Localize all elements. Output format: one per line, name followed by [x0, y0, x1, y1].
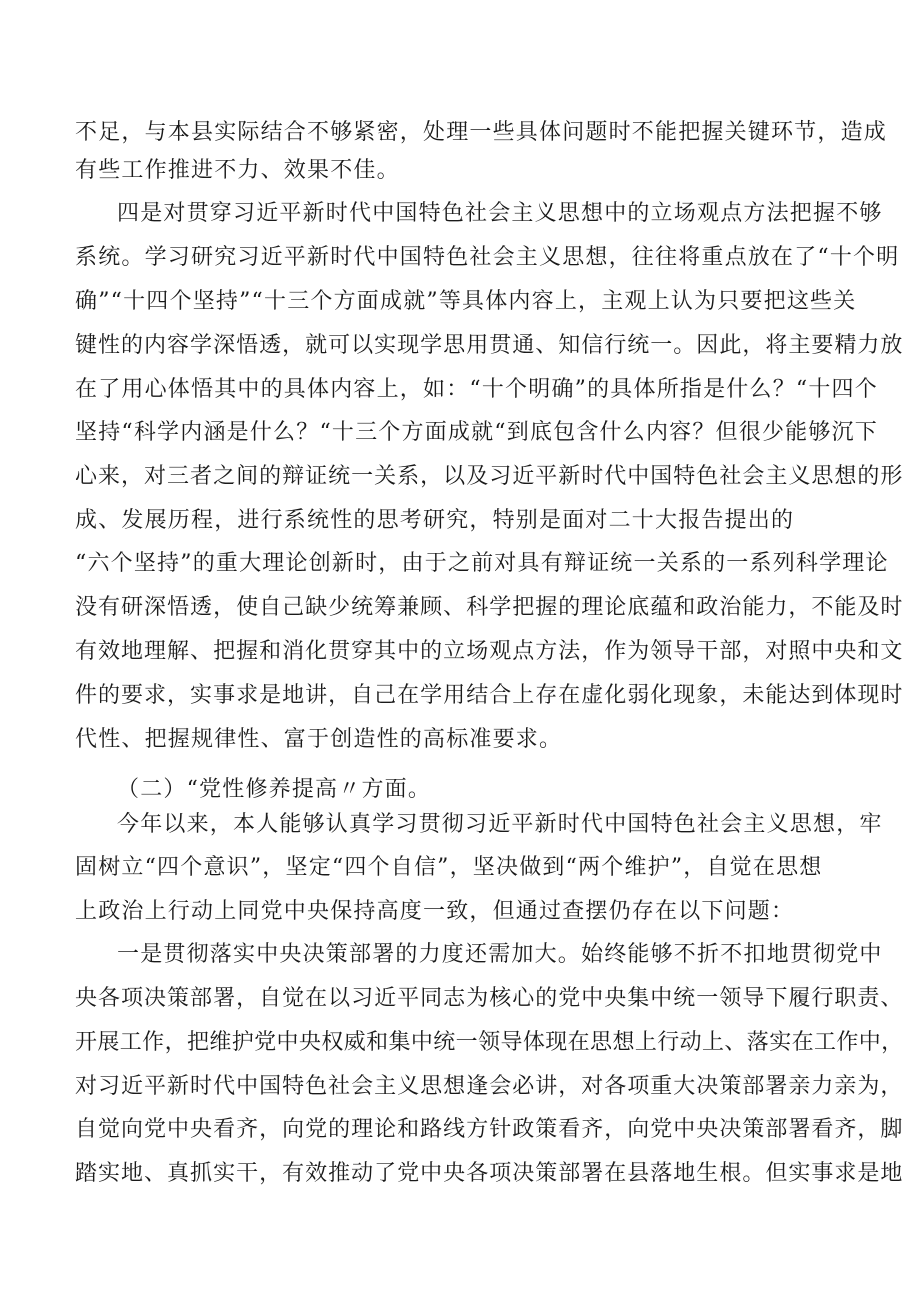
- text-line: 开展工作，把维护党中央权威和集中统一领导体现在思想上行动上、落实在工作中，: [75, 1030, 904, 1055]
- text-line: 一是贯彻落实中央决策部署的力度还需加大。始终能够不折不扣地贯彻党中: [117, 942, 883, 967]
- text-line: 不足，与本县实际结合不够紧密，处理一些具体问题时不能把握关键环节，造成: [75, 120, 888, 145]
- text-line: 坚持“科学内涵是什么？“十三个方面成就“到底包含什么内容？但很少能够沉下: [75, 420, 878, 445]
- text-line: 有些工作推进不力、效果不佳。: [75, 158, 400, 183]
- text-line: 对习近平新时代中国特色社会主义思想逢会必讲，对各项重大决策部署亲力亲为，: [75, 1074, 904, 1099]
- text-line: 在了用心体悟其中的具体内容上，如：“十个明确”的具体所指是什么？“十四个: [75, 377, 878, 402]
- section-heading: （二）“党性修养提高〃方面。: [117, 777, 432, 802]
- text-line: 上政治上行动上同党中央保持高度一致，但通过查摆仍存在以下问题：: [75, 899, 795, 924]
- text-line: 代性、把握规律性、富于创造性的高标准要求。: [75, 727, 563, 752]
- text-line: 今年以来，本人能够认真学习贯彻习近平新时代中国特色社会主义思想，牢: [117, 812, 883, 837]
- text-line: 有效地理解、把握和消化贯穿其中的立场观点方法，作为领导干部，对照中央和文: [75, 639, 904, 664]
- text-line: 确”“十四个坚持”“十三个方面成就”等具体内容上，主观上认为只要把这些关: [75, 289, 857, 314]
- text-line: 固树立“四个意识”，坚定“四个自信”，坚决做到“两个维护”，自觉在思想: [75, 855, 823, 880]
- text-line: 键性的内容学深悟透，就可以实现学思用贯通、知信行统一。因此，将主要精力放: [75, 333, 904, 358]
- text-line: 件的要求，实事求是地讲，自己在学用结合上存在虚化弱化现象，未能达到体现时: [75, 683, 904, 708]
- text-line: 央各项决策部署，自觉在以习近平同志为核心的党中央集中统一领导下履行职责、: [75, 986, 904, 1011]
- text-line: 没有研深悟透，使自己缺少统筹兼顾、科学把握的理论底蕴和政治能力，不能及时: [75, 595, 904, 620]
- text-line: 踏实地、真抓实干，有效推动了党中央各项决策部署在县落地生根。但实事求是地: [75, 1161, 904, 1186]
- text-line: 成、发展历程，进行系统性的思考研究，特别是面对二十大报告提出的: [75, 508, 795, 533]
- text-line: 系统。学习研究习近平新时代中国特色社会主义思想，往往将重点放在了“十个明: [75, 245, 900, 270]
- text-line: 四是对贯穿习近平新时代中国特色社会主义思想中的立场观点方法把握不够: [117, 201, 883, 226]
- text-line: “六个坚持”的重大理论创新时，由于之前对具有辩证统一关系的一系列科学理论: [75, 551, 889, 576]
- text-line: 心来，对三者之间的辩证统一关系，以及习近平新时代中国特色社会主义思想的形: [75, 464, 904, 489]
- text-line: 自觉向党中央看齐，向党的理论和路线方针政策看齐，向党中央决策部署看齐，脚: [75, 1117, 904, 1142]
